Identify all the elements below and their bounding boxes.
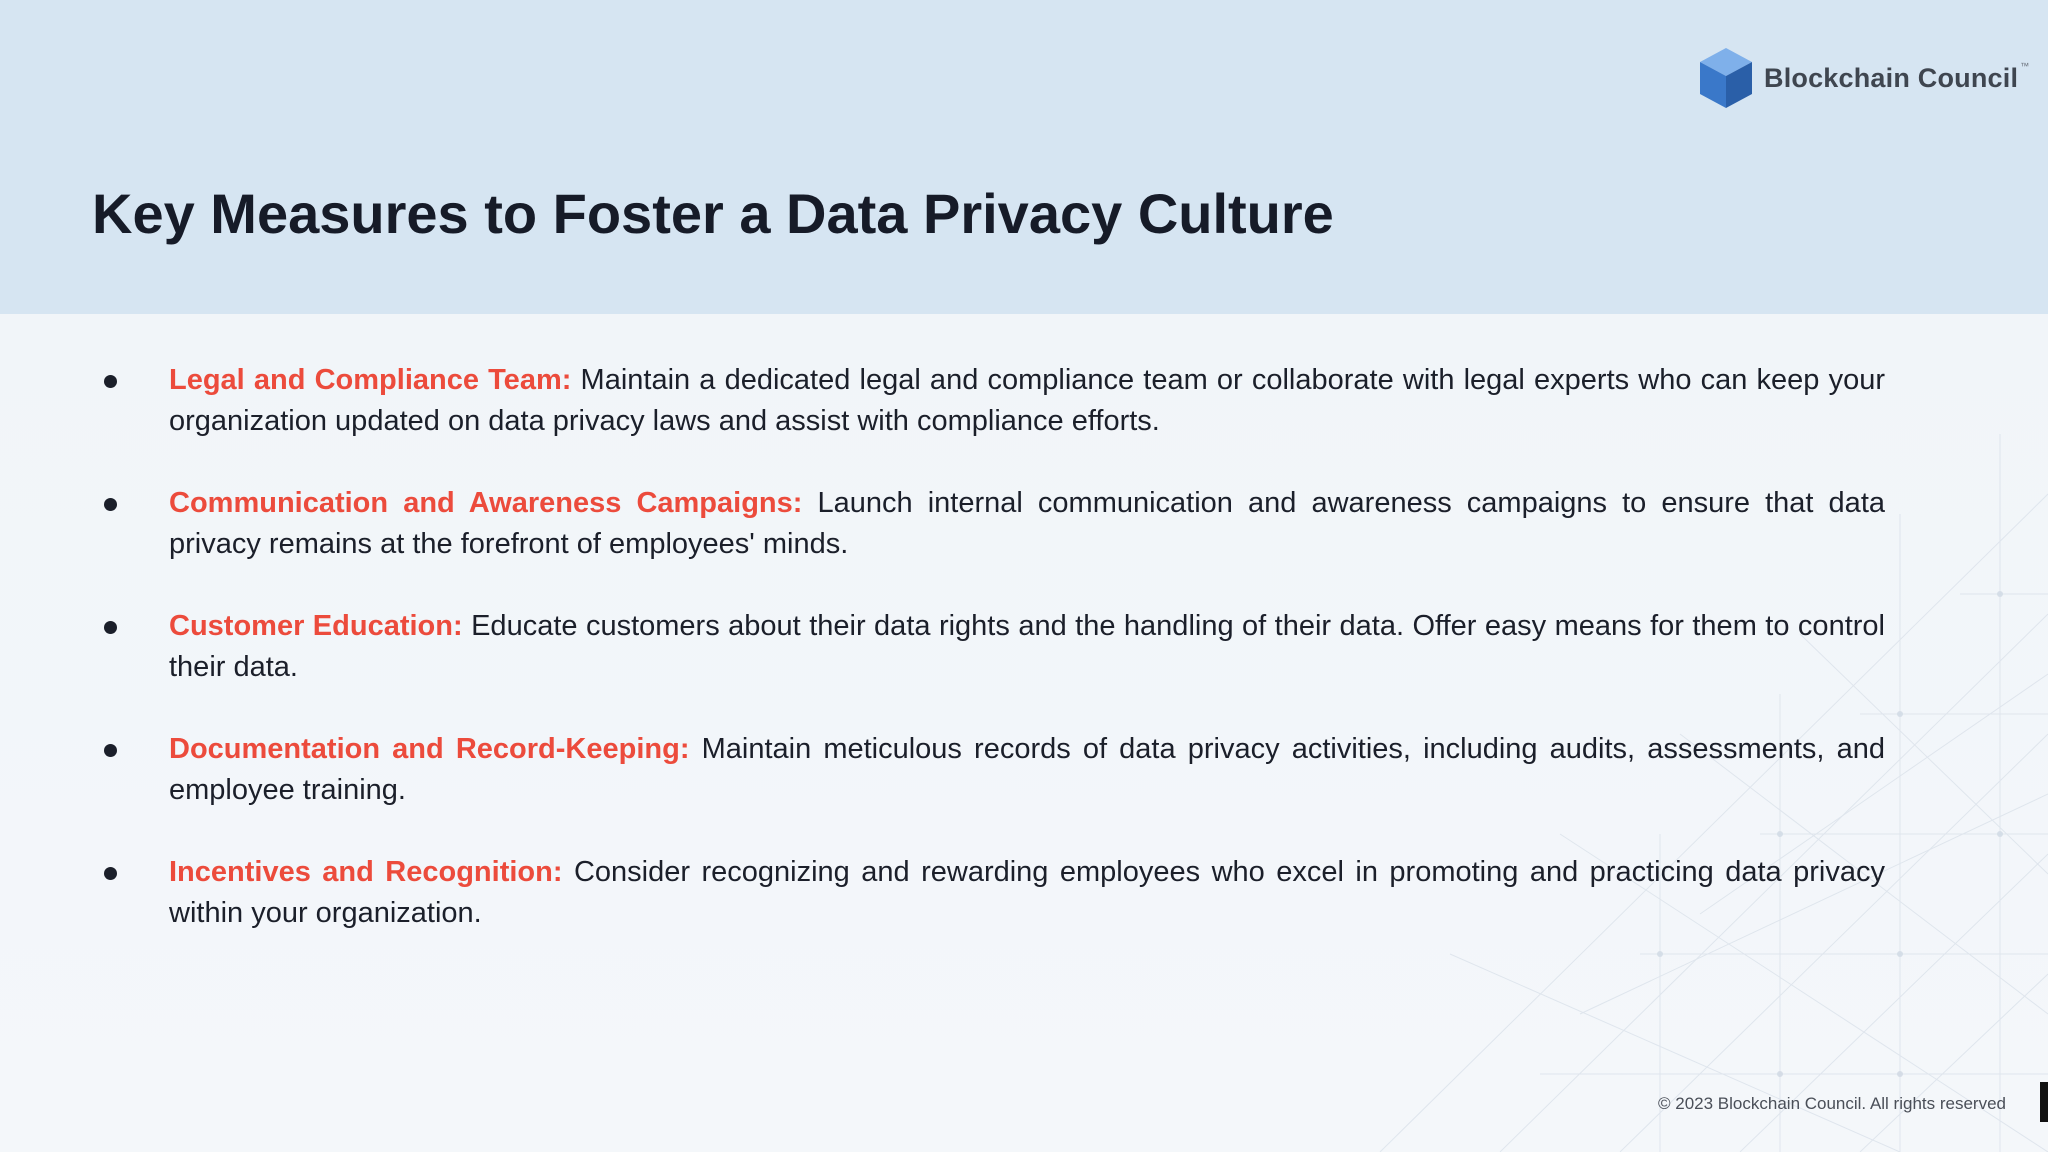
measure-item-customer-education: [0, 606, 1885, 688]
measure-item-documentation-record-keeping: [0, 729, 1885, 811]
measure-description: Consider recognizing and rewarding employees who excel in promoting and practicing data privacy within your organization.: [169, 856, 1885, 929]
blue-cube-icon: [1696, 46, 1756, 110]
bullet-icon: [104, 744, 117, 757]
measures-list: [0, 360, 2048, 975]
brand-logo: [1696, 46, 2029, 110]
brand-name: Blockchain Council: [1764, 62, 2019, 93]
bullet-icon: [104, 498, 117, 511]
measure-term: Communication and Awareness Campaigns:: [169, 487, 818, 519]
brand-trademark: ™: [2020, 61, 2030, 71]
measure-term: Legal and Compliance Team:: [169, 364, 581, 396]
bullet-icon: [104, 867, 117, 880]
measure-description: Launch internal communication and awareness campaigns to ensure that data privacy remains at the forefront of employees' minds.: [169, 487, 1885, 560]
bullet-icon: [104, 375, 117, 388]
bullet-icon: [104, 621, 117, 634]
measure-item-legal-compliance: [0, 360, 1885, 442]
copyright-notice: © 2023 Blockchain Council. All rights reserved: [1658, 1094, 2006, 1113]
edge-marker: [2040, 1082, 2048, 1122]
measure-description: Maintain a dedicated legal and compliance team or collaborate with legal experts who can keep your organization updated on data privacy laws and assist with compliance efforts.: [169, 364, 1885, 437]
measure-term: Incentives and Recognition:: [169, 856, 574, 888]
measure-term: Customer Education:: [169, 610, 472, 642]
page-title: Key Measures to Foster a Data Privacy Culture: [92, 182, 1334, 245]
measure-description: Educate customers about their data rights and the handling of their data. Offer easy means for them to control their data.: [169, 610, 1885, 683]
measure-term: Documentation and Record-Keeping:: [169, 733, 702, 765]
measure-description: Maintain meticulous records of data privacy activities, including audits, assessments, and employee training.: [169, 733, 1885, 806]
measure-item-incentives-recognition: [0, 852, 1885, 934]
measure-item-communication-awareness: [0, 483, 1885, 565]
